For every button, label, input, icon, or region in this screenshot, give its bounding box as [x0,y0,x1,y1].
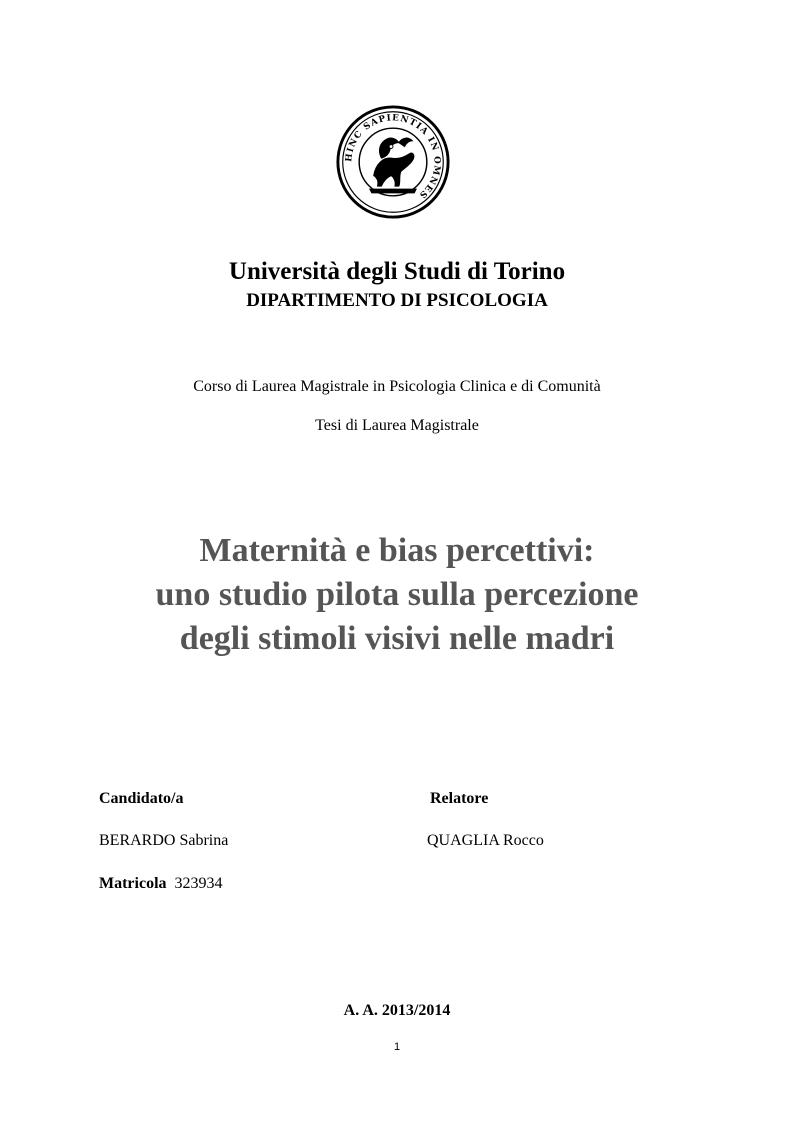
university-name: Università degli Studi di Torino [228,258,566,285]
supervisor-name: QUAGLIA Rocco [427,832,544,849]
university-seal-icon [335,104,451,220]
department-name: DIPARTIMENTO DI PSICOLOGIA [246,290,548,311]
seal-motto: HINC SAPIENTIA IN OMNES [344,113,442,201]
thesis-title [0,529,794,661]
matricola-label: Matricola [99,875,167,892]
page-number: 1 [393,1041,401,1053]
candidate-label: Candidato/a [99,790,184,807]
thesis-title-line: degli stimoli visivi nelle madri [179,620,615,657]
candidate-name: BERARDO Sabrina [99,832,229,849]
thesis-title-line: uno studio pilota sulla percezione [155,576,639,613]
course-name: Corso di Laurea Magistrale in Psicologia Clinica e di Comunità [193,378,601,395]
thesis-title-line: Maternità e bias percettivi: [199,532,595,569]
thesis-type: Tesi di Laurea Magistrale [315,417,479,434]
matricola-value: 323934 [174,875,223,892]
matricola [99,874,223,894]
academic-year: A. A. 2013/2014 [343,1002,451,1019]
supervisor-label: Relatore [430,790,489,807]
